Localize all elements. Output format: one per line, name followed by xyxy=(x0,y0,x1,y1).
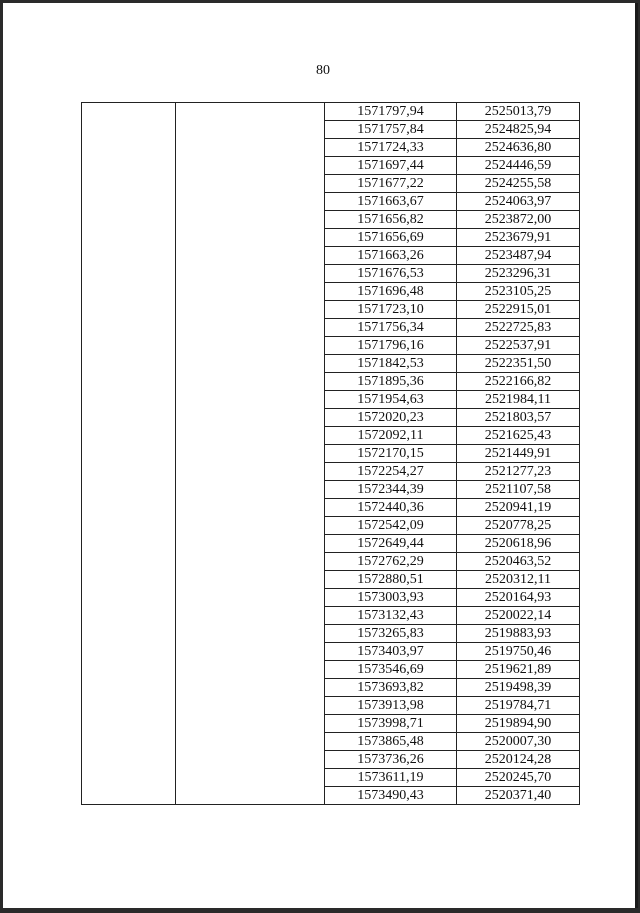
table-row xyxy=(82,103,580,121)
y-coordinate-cell: 2525013,79 xyxy=(457,103,580,121)
x-coordinate-cell: 1573611,19 xyxy=(325,769,457,787)
x-coordinate-cell: 1573003,93 xyxy=(325,589,457,607)
coordinates-table-body xyxy=(82,103,580,805)
y-coordinate-cell: 2520245,70 xyxy=(457,769,580,787)
x-coordinate-cell: 1571797,94 xyxy=(325,103,457,121)
y-coordinate-cell: 2524636,80 xyxy=(457,139,580,157)
y-coordinate-cell: 2523105,25 xyxy=(457,283,580,301)
x-coordinate-cell: 1573913,98 xyxy=(325,697,457,715)
x-coordinate-cell: 1571895,36 xyxy=(325,373,457,391)
y-coordinate-cell: 2520007,30 xyxy=(457,733,580,751)
y-coordinate-cell: 2520778,25 xyxy=(457,517,580,535)
x-coordinate-cell: 1572170,15 xyxy=(325,445,457,463)
y-coordinate-cell: 2524446,59 xyxy=(457,157,580,175)
coordinates-table xyxy=(81,102,580,805)
x-coordinate-cell: 1572344,39 xyxy=(325,481,457,499)
y-coordinate-cell: 2520022,14 xyxy=(457,607,580,625)
y-coordinate-cell: 2520618,96 xyxy=(457,535,580,553)
y-coordinate-cell: 2523487,94 xyxy=(457,247,580,265)
x-coordinate-cell: 1571663,67 xyxy=(325,193,457,211)
y-coordinate-cell: 2523296,31 xyxy=(457,265,580,283)
y-coordinate-cell: 2520941,19 xyxy=(457,499,580,517)
x-coordinate-cell: 1571842,53 xyxy=(325,355,457,373)
y-coordinate-cell: 2521449,91 xyxy=(457,445,580,463)
y-coordinate-cell: 2519750,46 xyxy=(457,643,580,661)
blank-cell-1 xyxy=(82,103,176,805)
x-coordinate-cell: 1571697,44 xyxy=(325,157,457,175)
x-coordinate-cell: 1573546,69 xyxy=(325,661,457,679)
x-coordinate-cell: 1573865,48 xyxy=(325,733,457,751)
y-coordinate-cell: 2522166,82 xyxy=(457,373,580,391)
y-coordinate-cell: 2521625,43 xyxy=(457,427,580,445)
x-coordinate-cell: 1572762,29 xyxy=(325,553,457,571)
blank-cell-2 xyxy=(176,103,325,805)
y-coordinate-cell: 2519621,89 xyxy=(457,661,580,679)
y-coordinate-cell: 2522915,01 xyxy=(457,301,580,319)
y-coordinate-cell: 2521803,57 xyxy=(457,409,580,427)
x-coordinate-cell: 1572020,23 xyxy=(325,409,457,427)
y-coordinate-cell: 2521277,23 xyxy=(457,463,580,481)
y-coordinate-cell: 2520164,93 xyxy=(457,589,580,607)
x-coordinate-cell: 1573998,71 xyxy=(325,715,457,733)
x-coordinate-cell: 1572880,51 xyxy=(325,571,457,589)
x-coordinate-cell: 1571756,34 xyxy=(325,319,457,337)
x-coordinate-cell: 1572542,09 xyxy=(325,517,457,535)
x-coordinate-cell: 1571663,26 xyxy=(325,247,457,265)
x-coordinate-cell: 1571656,82 xyxy=(325,211,457,229)
y-coordinate-cell: 2521107,58 xyxy=(457,481,580,499)
x-coordinate-cell: 1571676,53 xyxy=(325,265,457,283)
x-coordinate-cell: 1572649,44 xyxy=(325,535,457,553)
y-coordinate-cell: 2519784,71 xyxy=(457,697,580,715)
x-coordinate-cell: 1571723,10 xyxy=(325,301,457,319)
y-coordinate-cell: 2522351,50 xyxy=(457,355,580,373)
x-coordinate-cell: 1571677,22 xyxy=(325,175,457,193)
y-coordinate-cell: 2522537,91 xyxy=(457,337,580,355)
y-coordinate-cell: 2523679,91 xyxy=(457,229,580,247)
y-coordinate-cell: 2519894,90 xyxy=(457,715,580,733)
x-coordinate-cell: 1573132,43 xyxy=(325,607,457,625)
x-coordinate-cell: 1571757,84 xyxy=(325,121,457,139)
x-coordinate-cell: 1573403,97 xyxy=(325,643,457,661)
y-coordinate-cell: 2524063,97 xyxy=(457,193,580,211)
y-coordinate-cell: 2523872,00 xyxy=(457,211,580,229)
x-coordinate-cell: 1571696,48 xyxy=(325,283,457,301)
y-coordinate-cell: 2519883,93 xyxy=(457,625,580,643)
document-page xyxy=(3,3,638,908)
x-coordinate-cell: 1573736,26 xyxy=(325,751,457,769)
y-coordinate-cell: 2521984,11 xyxy=(457,391,580,409)
x-coordinate-cell: 1571954,63 xyxy=(325,391,457,409)
x-coordinate-cell: 1572440,36 xyxy=(325,499,457,517)
page-number: 80 xyxy=(316,63,330,78)
x-coordinate-cell: 1571656,69 xyxy=(325,229,457,247)
x-coordinate-cell: 1571796,16 xyxy=(325,337,457,355)
y-coordinate-cell: 2520312,11 xyxy=(457,571,580,589)
x-coordinate-cell: 1571724,33 xyxy=(325,139,457,157)
y-coordinate-cell: 2519498,39 xyxy=(457,679,580,697)
y-coordinate-cell: 2522725,83 xyxy=(457,319,580,337)
x-coordinate-cell: 1573693,82 xyxy=(325,679,457,697)
y-coordinate-cell: 2520371,40 xyxy=(457,787,580,805)
y-coordinate-cell: 2520124,28 xyxy=(457,751,580,769)
x-coordinate-cell: 1572254,27 xyxy=(325,463,457,481)
x-coordinate-cell: 1573490,43 xyxy=(325,787,457,805)
y-coordinate-cell: 2524825,94 xyxy=(457,121,580,139)
x-coordinate-cell: 1573265,83 xyxy=(325,625,457,643)
y-coordinate-cell: 2524255,58 xyxy=(457,175,580,193)
x-coordinate-cell: 1572092,11 xyxy=(325,427,457,445)
y-coordinate-cell: 2520463,52 xyxy=(457,553,580,571)
